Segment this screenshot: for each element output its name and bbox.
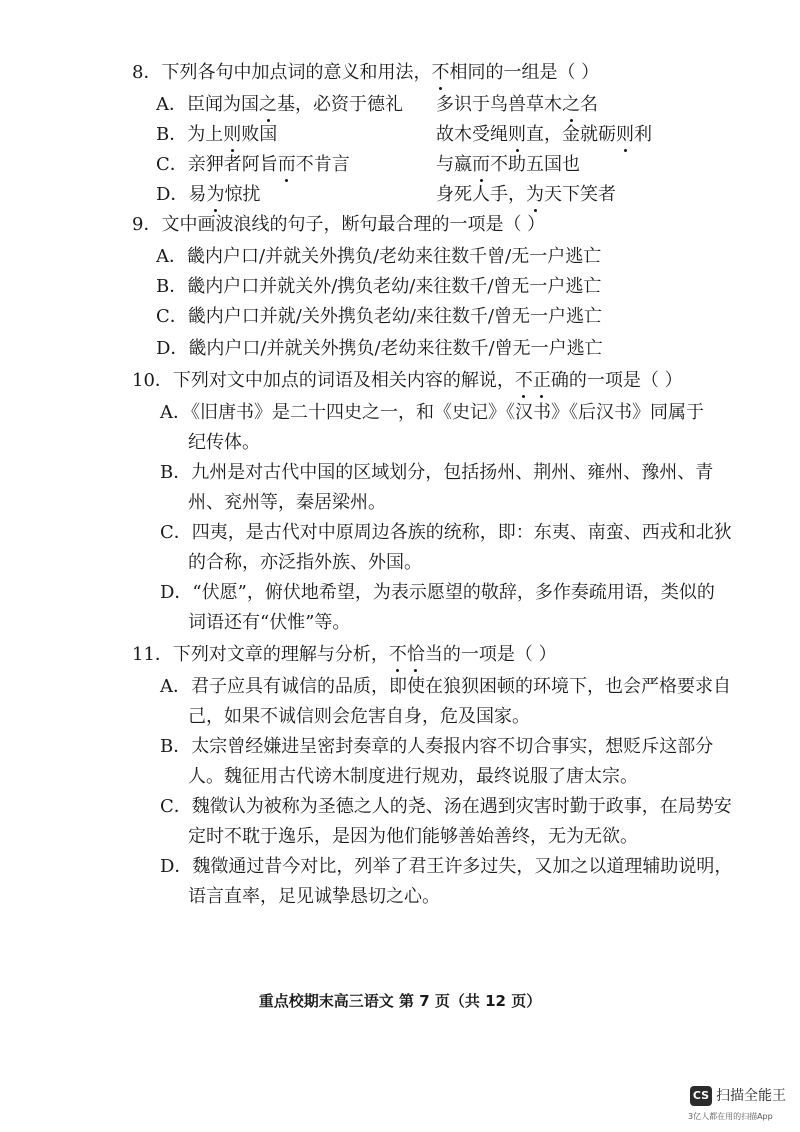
q11-stem-text: 11．下列对文章的理解与分析， (132, 644, 389, 665)
q8-b-r-dot2: 则 (616, 124, 634, 145)
q10-stem-dot1: 不 (514, 370, 533, 391)
q9-option-a: A．畿内户口/并就关外携负/老幼来往数千曾/无一户逃亡 (156, 246, 602, 267)
q8-option-a-right (436, 94, 598, 116)
q8-c-r-end: 不助五国也 (490, 154, 580, 175)
q10-option-c-line2: 的合称，亦泛指外族、外国。 (188, 552, 422, 573)
q11-stem (132, 644, 557, 666)
q11-option-b-line2: 人。魏征用古代谤木制度进行规劝，最终说服了唐太宗。 (188, 766, 638, 787)
q10-stem-dot2: 正 (532, 370, 551, 391)
q10-stem-text-end: 确的一项是（ ） (550, 370, 683, 391)
q8-b-r-end: 利 (634, 124, 652, 145)
q8-option-d-left (156, 184, 260, 206)
scanner-watermark (688, 1082, 798, 1130)
q11-stem-dot2: 恰 (406, 644, 425, 665)
q10-option-b-line1: B．九州是对古代中国的区域划分，包括扬州、荆州、雍州、豫州、青 (160, 462, 714, 483)
q8-stem-text-end: 相同的一组是（ ） (449, 62, 600, 83)
q8-c-r-dot: 而 (472, 154, 490, 175)
q8-a-r-end: 名 (580, 94, 598, 115)
q8-c-r: 与嬴 (436, 154, 472, 175)
q8-option-a-left (156, 94, 403, 116)
q8-d-r-dot: 为 (526, 184, 544, 205)
q9-option-b: B．畿内户口并就关外/携负老幼/来往数千/曾无一户逃亡 (156, 276, 602, 297)
q11-option-c-line1: C．魏徵认为被称为圣德之人的尧、汤在遇到灾害时勤于政事，在局势安 (160, 796, 732, 817)
q10-stem (132, 370, 683, 392)
q11-option-a-line2: 己，如果不诚信则会危害自身，危及国家。 (188, 706, 530, 727)
q10-option-d-line2: 词语还有“伏惟”等。 (188, 612, 351, 633)
q11-option-a-line1: A．君子应具有诚信的品质，即使在狼狈困顿的环境下，也会严格要求自 (160, 676, 731, 697)
watermark-app-name: 扫描全能王 (716, 1088, 786, 1104)
q8-c-l-dot: 而 (277, 154, 296, 175)
q10-stem-text: 10．下列对文中加点的词语及相关内容的解说， (132, 370, 515, 391)
q8-b-l: B．为上 (156, 124, 224, 145)
q9-option-c: C．畿内户口并就/关外携负老幼/来往数千/曾无一户逃亡 (156, 306, 602, 327)
q11-stem-dot1: 不 (388, 644, 407, 665)
q11-option-d-line2: 语言直率，足见诚挚恳切之心。 (188, 886, 440, 907)
q8-c-l: C．亲狎者阿旨 (156, 154, 278, 175)
q8-a-l-end: 基，必资于德礼 (277, 94, 403, 115)
q11-stem-text-end: 当的一项是（ ） (424, 644, 557, 665)
q8-a-r: 多识于鸟兽草木 (436, 94, 562, 115)
q10-option-b-line2: 州、兖州等，秦居梁州。 (188, 492, 386, 513)
q9-stem: 9．文中画波浪线的句子，断句最合理的一项是（ ） (132, 214, 546, 235)
q9-option-d: D．畿内户口/并就关外携负/老幼来往数千/曾无一户逃亡 (156, 338, 603, 359)
q11-option-c-line2: 定时不耽于逸乐，是因为他们能够善始善终，无为无欲。 (188, 826, 638, 847)
q8-b-l-dot: 则 (223, 124, 242, 145)
q10-option-a-line2: 纪传体。 (188, 432, 260, 453)
q8-a-l-dot: 之 (259, 94, 277, 115)
q10-option-d-line1: D．“伏愿”，俯伏地希望，为表示愿望的敬辞，多作奏疏用语，类似的 (160, 582, 715, 603)
q8-d-r-end: 天下笑者 (544, 184, 616, 205)
q8-d-l: D．易 (156, 184, 207, 205)
q8-d-l-dot: 为 (206, 184, 225, 205)
q8-option-c-left (156, 154, 350, 176)
q8-a-l: A．臣闻为国 (156, 94, 259, 115)
watermark-tagline: 3亿人都在用的扫描App (688, 1112, 773, 1121)
q8-option-b-right (436, 124, 652, 146)
q11-option-b-line1: B．太宗曾经嫌进呈密封奏章的人奏报内容不切合事实，想贬斥这部分 (160, 736, 714, 757)
q10-option-c-line1: C．四夷，是古代对中原周边各族的统称，即：东夷、南蛮、西戎和北狄 (160, 522, 732, 543)
q10-option-a-line1: A．《旧唐书》是二十四史之一，和《史记》《汉书》《后汉书》同属于 (160, 402, 704, 423)
q8-stem (132, 62, 599, 84)
q8-d-r: 身死人手， (436, 184, 526, 205)
q11-option-d-line1: D．魏徵通过昔今对比，列举了君王许多过失，又加之以道理辅助说明， (160, 856, 733, 877)
q8-d-l-end: 惊扰 (224, 184, 261, 205)
q8-b-r-dot: 则 (508, 124, 526, 145)
q8-b-r-mid: 直，金就砺 (526, 124, 616, 145)
q8-b-r: 故木受绳 (436, 124, 508, 145)
q8-c-l-end: 不肯言 (295, 154, 350, 175)
q8-stem-dot: 不 (431, 62, 450, 83)
camscanner-logo-icon: CS (690, 1086, 712, 1106)
q8-option-d-right (436, 184, 616, 206)
page-footer: 重点校期末高三语文 第 7 页（共 12 页） (258, 992, 542, 1010)
q8-b-l-end: 败国 (241, 124, 278, 145)
q8-a-r-dot: 之 (562, 94, 580, 115)
q8-stem-text: 8．下列各句中加点词的意义和用法， (132, 62, 432, 83)
q8-option-b-left (156, 124, 277, 146)
q8-option-c-right (436, 154, 580, 176)
